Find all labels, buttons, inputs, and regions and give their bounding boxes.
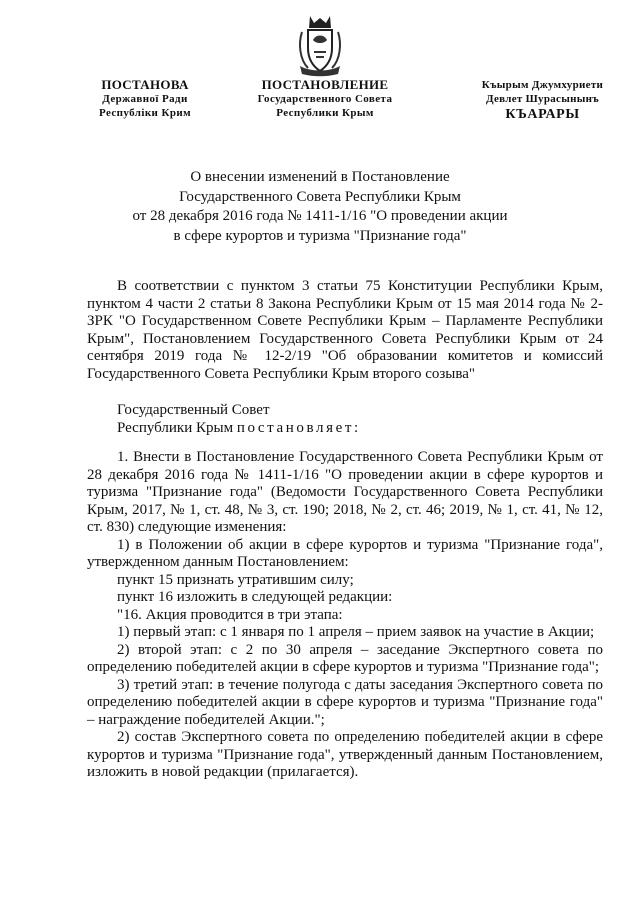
crimea-coat-of-arms-icon <box>296 14 344 78</box>
document-title <box>80 168 560 246</box>
header-russian <box>250 78 400 120</box>
paragraph-9: 2) состав Экспертного совета по определению победителей акции в сфере курортов и туризма "Признание года", утвержденный данным Постановлением, изложить в новой редакции (прилагается). <box>87 729 603 780</box>
council-line2: Республики Крым <box>117 419 234 436</box>
paragraph-7: 2) второй этап: с 2 по 30 апреля – заседание Экспертного совета по определению победителей акции в сфере курортов и туризма "Признание года"; <box>87 641 603 675</box>
header-ukrainian-line2: Республіки Крим <box>99 107 191 119</box>
header-crimean-tatar-line2: Девлет Шурасынынъ <box>485 93 600 105</box>
header-crimean-tatar-line1: Къырым Джумхуриети <box>481 79 604 91</box>
header-crimean-tatar-title: КЪАРАРЫ <box>505 107 580 122</box>
header-ukrainian <box>70 78 220 120</box>
preamble-text: В соответствии с пунктом 3 статьи 75 Конституции Республики Крым, пунктом 4 части 2 статьи 8 Закона Республики Крым от 15 мая 2014 года № 2-ЗРК "О Государственном Совете Республики Крым – Парламенте Республики Крым", Постановлением Государственного Совета Республики Крым от 24 сентября 2019 года № 12-2/19 "Об образовании комитетов и комиссий Государственного Совета Республики Крым второго созыва" <box>87 278 603 382</box>
document-title-line1: О внесении изменений в Постановление <box>190 169 450 185</box>
council-line1: Государственный Совет <box>117 402 270 418</box>
header-crimean-tatar <box>455 78 630 122</box>
paragraph-2: 1) в Положении об акции в сфере курортов и туризма "Признание года", утвержденном данным Постановлением: <box>87 536 603 570</box>
resolution-body <box>87 449 603 782</box>
header-russian-title: ПОСТАНОВЛЕНИЕ <box>261 77 389 92</box>
paragraph-1: 1. Внести в Постановление Государственного Совета Республики Крым от 28 декабря 2016 года № 1411-1/16 "О проведении акции в сфере курортов и туризма "Признание года" (Ведомости Государственного Совета Республики Крым, 2017, № 1, ст. 48, № 3, ст. 190; 2018, № 2, ст. 46; 2019, № 1, ст. 41, № 12, ст. 830) следующие изменения: <box>87 449 603 535</box>
paragraph-5: "16. Акция проводится в три этапа: <box>117 606 343 623</box>
header-russian-line1: Государственного Совета <box>257 93 393 105</box>
paragraph-4: пункт 16 изложить в следующей редакции: <box>117 589 393 605</box>
document-title-line2: Государственного Совета Республики Крым <box>179 188 461 205</box>
header-ukrainian-line1: Державної Ради <box>102 93 188 105</box>
document-title-line4: в сфере курортов и туризма "Признание года" <box>173 227 467 244</box>
paragraph-8: 3) третий этап: в течение полугода с даты заседания Экспертного совета по определению победителей акции в сфере курортов и туризма "Признание года" – награждение победителей Акции."; <box>87 676 603 728</box>
header-russian-line2: Республики Крым <box>276 107 374 119</box>
paragraph-6: 1) первый этап: с 1 января по 1 апреля – прием заявок на участие в Акции; <box>117 624 595 640</box>
document-title-line3: от 28 декабря 2016 года № 1411-1/16 "О проведении акции <box>132 208 508 224</box>
preamble <box>87 278 603 383</box>
header-ukrainian-title: ПОСТАНОВА <box>101 77 189 92</box>
council-resolves <box>117 402 361 437</box>
council-resolves-word: постановляет: <box>236 419 361 436</box>
paragraph-3: пункт 15 признать утратившим силу; <box>117 571 354 588</box>
